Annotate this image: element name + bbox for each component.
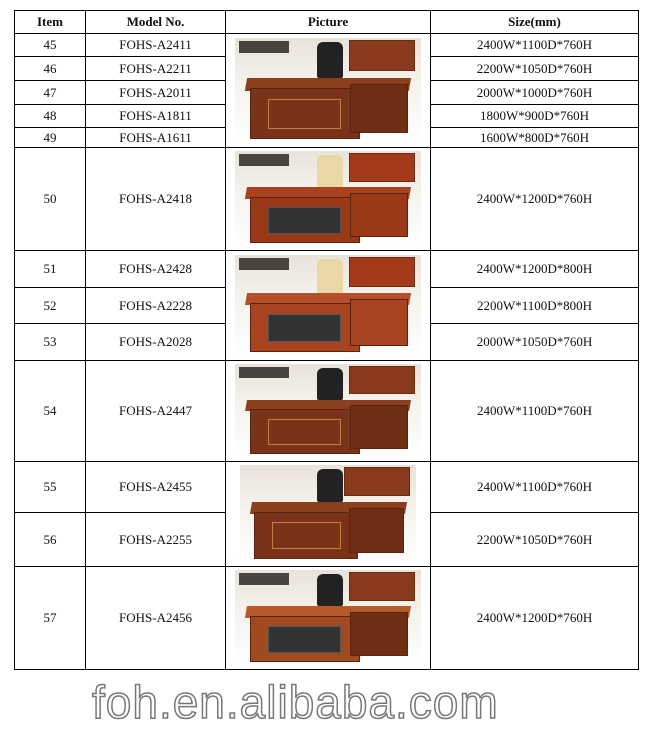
table-row	[15, 567, 639, 670]
size-cell: 1800W*900D*760H	[431, 105, 639, 128]
item-cell: 52	[15, 288, 86, 324]
desk-image	[235, 570, 421, 666]
item-cell: 51	[15, 251, 86, 288]
item-cell: 50	[15, 148, 86, 251]
model-cell: FOHS-A1811	[86, 105, 226, 128]
size-cell: 2200W*1050D*760H	[431, 57, 639, 81]
size-cell: 2400W*1200D*760H	[431, 148, 639, 251]
item-cell: 56	[15, 513, 86, 567]
model-cell: FOHS-A2456	[86, 567, 226, 670]
model-cell: FOHS-A2447	[86, 361, 226, 462]
model-cell: FOHS-A2411	[86, 34, 226, 57]
header-picture: Picture	[226, 11, 431, 34]
item-cell: 53	[15, 324, 86, 361]
size-cell: 2000W*1050D*760H	[431, 324, 639, 361]
item-cell: 54	[15, 361, 86, 462]
table-row	[15, 462, 639, 513]
item-cell: 48	[15, 105, 86, 128]
picture-cell	[226, 34, 431, 148]
size-cell: 2200W*1100D*800H	[431, 288, 639, 324]
size-cell: 2400W*1100D*760H	[431, 361, 639, 462]
size-cell: 2000W*1000D*760H	[431, 81, 639, 105]
desk-image	[235, 38, 421, 144]
model-cell: FOHS-A1611	[86, 128, 226, 148]
size-cell: 1600W*800D*760H	[431, 128, 639, 148]
picture-cell	[226, 148, 431, 251]
size-cell: 2400W*1100D*760H	[431, 34, 639, 57]
product-table	[14, 10, 639, 670]
picture-cell	[226, 251, 431, 361]
model-cell: FOHS-A2255	[86, 513, 226, 567]
model-cell: FOHS-A2428	[86, 251, 226, 288]
desk-image	[235, 255, 421, 357]
watermark: foh.en.alibaba.com	[92, 676, 499, 728]
model-cell: FOHS-A2228	[86, 288, 226, 324]
picture-cell	[226, 462, 431, 567]
item-cell: 57	[15, 567, 86, 670]
item-cell: 45	[15, 34, 86, 57]
table-row	[15, 251, 639, 288]
desk-image	[235, 151, 421, 247]
model-cell: FOHS-A2028	[86, 324, 226, 361]
model-cell: FOHS-A2418	[86, 148, 226, 251]
header-size: Size(mm)	[431, 11, 639, 34]
table-row	[15, 361, 639, 462]
size-cell: 2400W*1100D*760H	[431, 462, 639, 513]
model-cell: FOHS-A2455	[86, 462, 226, 513]
item-cell: 49	[15, 128, 86, 148]
item-cell: 46	[15, 57, 86, 81]
table-row	[15, 148, 639, 251]
picture-cell	[226, 361, 431, 462]
desk-image	[240, 465, 416, 563]
size-cell: 2400W*1200D*760H	[431, 567, 639, 670]
picture-cell	[226, 567, 431, 670]
item-cell: 55	[15, 462, 86, 513]
model-cell: FOHS-A2011	[86, 81, 226, 105]
size-cell: 2200W*1050D*760H	[431, 513, 639, 567]
header-item: Item	[15, 11, 86, 34]
desk-image	[235, 364, 421, 458]
model-cell: FOHS-A2211	[86, 57, 226, 81]
header-row	[15, 11, 639, 34]
size-cell: 2400W*1200D*800H	[431, 251, 639, 288]
header-model: Model No.	[86, 11, 226, 34]
table-row	[15, 34, 639, 57]
item-cell: 47	[15, 81, 86, 105]
